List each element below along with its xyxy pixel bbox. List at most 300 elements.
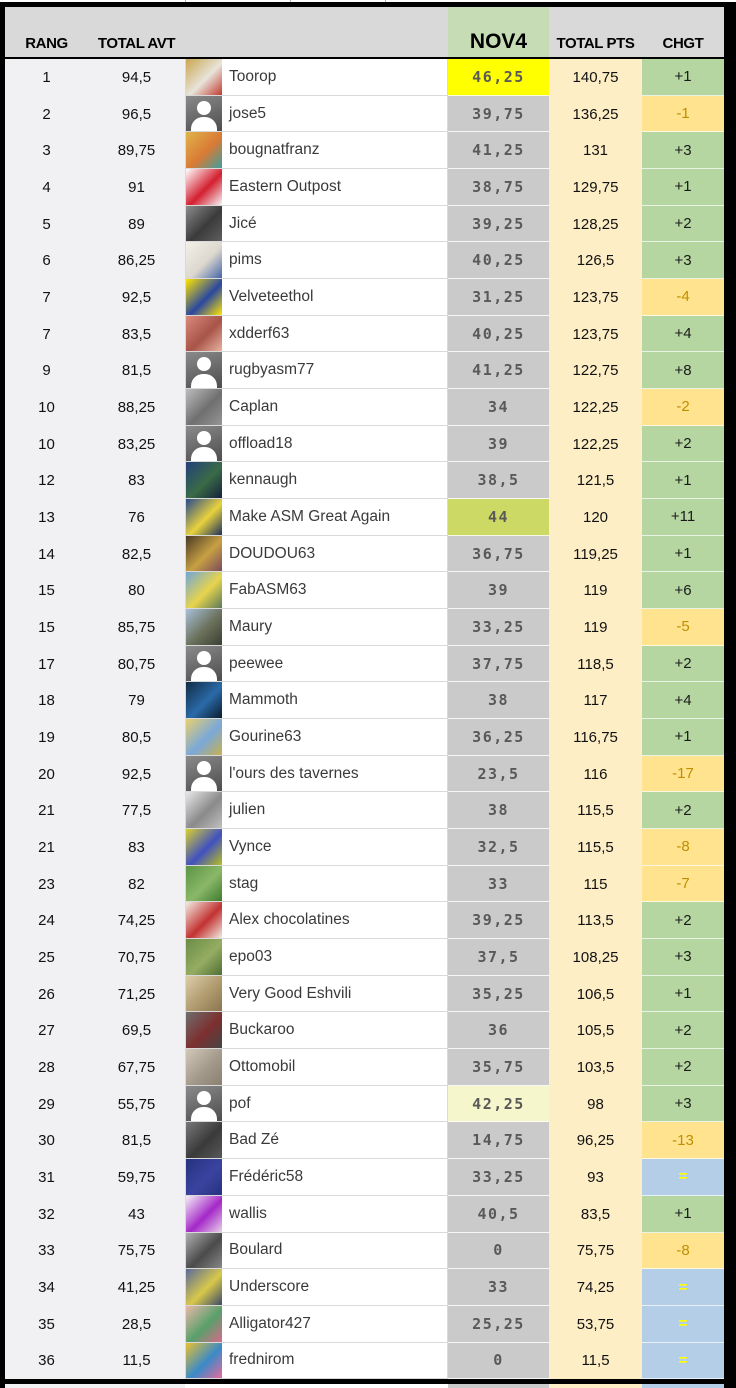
player-name: wallis bbox=[229, 1204, 267, 1222]
player-name: Jicé bbox=[229, 214, 257, 232]
player-cell bbox=[185, 1269, 448, 1306]
player-cell bbox=[185, 316, 448, 353]
player-cell bbox=[185, 976, 448, 1013]
player-avatar-default-avatar bbox=[186, 756, 222, 792]
rank-cell: 14 bbox=[5, 536, 88, 573]
total-before-cell: 70,75 bbox=[88, 939, 185, 976]
total-before-cell: 83 bbox=[88, 462, 185, 499]
player-avatar-default-avatar bbox=[186, 646, 222, 682]
total-pts-cell: 115,5 bbox=[549, 829, 642, 866]
rank-change-cell: +3 bbox=[642, 1086, 724, 1123]
rank-cell: 15 bbox=[5, 609, 88, 646]
total-pts-cell: 140,75 bbox=[549, 59, 642, 96]
player-cell bbox=[185, 352, 448, 389]
total-pts-cell: 106,5 bbox=[549, 976, 642, 1013]
rank-change-cell: +2 bbox=[642, 1012, 724, 1049]
player-cell bbox=[185, 462, 448, 499]
total-pts-cell: 122,25 bbox=[549, 389, 642, 426]
nov4-score-cell: 33,25 bbox=[448, 1159, 549, 1196]
nov4-score-cell: 14,75 bbox=[448, 1122, 549, 1159]
nov4-score-cell: 39,75 bbox=[448, 96, 549, 133]
player-name: offload18 bbox=[229, 434, 293, 452]
player-avatar-building-photo bbox=[186, 1049, 222, 1085]
header-total-pts: TOTAL PTS bbox=[556, 35, 635, 52]
table-row bbox=[5, 1269, 724, 1306]
player-cell bbox=[185, 902, 448, 939]
header-nov4: NOV4 bbox=[448, 7, 549, 57]
left-col-sliver bbox=[5, 1384, 185, 1388]
rank-change-cell: -4 bbox=[642, 279, 724, 316]
rank-change-cell: = bbox=[642, 1343, 724, 1380]
total-pts-cell: 74,25 bbox=[549, 1269, 642, 1306]
nov4-score-cell: 31,25 bbox=[448, 279, 549, 316]
total-before-cell: 86,25 bbox=[88, 242, 185, 279]
total-before-cell: 88,25 bbox=[88, 389, 185, 426]
player-name: Eastern Outpost bbox=[229, 177, 342, 195]
table-row bbox=[5, 536, 724, 573]
player-avatar-default-avatar bbox=[186, 96, 222, 132]
total-pts-cell: 117 bbox=[549, 682, 642, 719]
total-before-cell: 76 bbox=[88, 499, 185, 536]
total-before-cell: 55,75 bbox=[88, 1086, 185, 1123]
player-avatar-player-photo bbox=[186, 1012, 222, 1048]
player-avatar-scarlets-crest bbox=[186, 169, 222, 205]
rank-change-cell: -8 bbox=[642, 829, 724, 866]
rank-change-cell: = bbox=[642, 1306, 724, 1343]
player-cell bbox=[185, 939, 448, 976]
player-avatar-tv-screen bbox=[186, 682, 222, 718]
table-row bbox=[5, 1343, 724, 1380]
table-row bbox=[5, 1012, 724, 1049]
rank-change-cell: +2 bbox=[642, 426, 724, 463]
nov4-score-cell: 42,25 bbox=[448, 1086, 549, 1123]
table-row bbox=[5, 316, 724, 353]
rank-change-cell: +3 bbox=[642, 939, 724, 976]
player-cell bbox=[185, 536, 448, 573]
player-name: Gourine63 bbox=[229, 727, 302, 745]
total-pts-cell: 122,75 bbox=[549, 352, 642, 389]
total-before-cell: 92,5 bbox=[88, 279, 185, 316]
cropped-top-gridline-strip bbox=[0, 0, 736, 2]
player-name: Mammoth bbox=[229, 691, 298, 709]
player-avatar-dartboard-room bbox=[186, 536, 222, 572]
player-avatar-default-avatar bbox=[186, 352, 222, 388]
player-avatar-club-logo bbox=[186, 279, 222, 315]
header-player-column bbox=[185, 7, 448, 57]
nov4-score-cell: 41,25 bbox=[448, 352, 549, 389]
total-before-cell: 43 bbox=[88, 1196, 185, 1233]
player-cell bbox=[185, 1086, 448, 1123]
nov4-score-cell: 36,75 bbox=[448, 536, 549, 573]
nov4-score-cell: 23,5 bbox=[448, 756, 549, 793]
total-pts-cell: 131 bbox=[549, 132, 642, 169]
player-cell bbox=[185, 59, 448, 96]
total-pts-cell: 119 bbox=[549, 572, 642, 609]
gridline-tick bbox=[290, 0, 291, 2]
player-name: stag bbox=[229, 874, 259, 892]
rank-change-cell: -2 bbox=[642, 389, 724, 426]
player-cell bbox=[185, 242, 448, 279]
avatar-body-shape bbox=[191, 667, 217, 681]
player-avatar-statue-with-flag bbox=[186, 572, 222, 608]
total-before-cell: 92,5 bbox=[88, 756, 185, 793]
rank-change-cell: = bbox=[642, 1159, 724, 1196]
player-avatar-red-crest bbox=[186, 902, 222, 938]
table-row bbox=[5, 279, 724, 316]
avatar-body-shape bbox=[191, 117, 217, 131]
rank-cell: 19 bbox=[5, 719, 88, 756]
player-name: Vynce bbox=[229, 837, 272, 855]
avatar-body-shape bbox=[191, 447, 217, 461]
rank-cell: 12 bbox=[5, 462, 88, 499]
player-avatar-default-avatar bbox=[186, 1086, 222, 1122]
total-pts-cell: 118,5 bbox=[549, 646, 642, 683]
table-row bbox=[5, 169, 724, 206]
total-before-cell: 11,5 bbox=[88, 1343, 185, 1380]
nov4-score-cell: 39,25 bbox=[448, 902, 549, 939]
nov4-col-sliver bbox=[448, 1384, 549, 1388]
player-cell bbox=[185, 279, 448, 316]
rank-cell: 24 bbox=[5, 902, 88, 939]
player-avatar-bw-photo bbox=[186, 1122, 222, 1158]
total-before-cell: 75,75 bbox=[88, 1233, 185, 1270]
nov4-score-cell: 33 bbox=[448, 866, 549, 903]
avatar-body-shape bbox=[191, 777, 217, 791]
total-pts-cell: 119 bbox=[549, 609, 642, 646]
player-name: peewee bbox=[229, 654, 284, 672]
total-before-cell: 41,25 bbox=[88, 1269, 185, 1306]
rank-change-cell: +6 bbox=[642, 572, 724, 609]
player-avatar-field-photo bbox=[186, 866, 222, 902]
rank-change-cell: +1 bbox=[642, 719, 724, 756]
player-avatar-bw-portrait bbox=[186, 1233, 222, 1269]
rank-cell: 20 bbox=[5, 756, 88, 793]
total-pts-cell: 105,5 bbox=[549, 1012, 642, 1049]
nov4-score-cell: 0 bbox=[448, 1343, 549, 1380]
player-cell bbox=[185, 96, 448, 133]
total-pts-cell: 108,25 bbox=[549, 939, 642, 976]
rank-cell: 27 bbox=[5, 1012, 88, 1049]
total-pts-cell: 83,5 bbox=[549, 1196, 642, 1233]
total-before-cell: 71,25 bbox=[88, 976, 185, 1013]
total-before-cell: 74,25 bbox=[88, 902, 185, 939]
total-before-cell: 85,75 bbox=[88, 609, 185, 646]
player-name: Alligator427 bbox=[229, 1314, 311, 1332]
nov4-score-cell: 36 bbox=[448, 1012, 549, 1049]
rank-cell: 32 bbox=[5, 1196, 88, 1233]
cropped-bottom-row-strip bbox=[0, 1384, 736, 1388]
total-pts-cell: 98 bbox=[549, 1086, 642, 1123]
player-cell bbox=[185, 609, 448, 646]
player-avatar-caricature-face bbox=[186, 1306, 222, 1342]
rank-cell: 3 bbox=[5, 132, 88, 169]
rank-cell: 29 bbox=[5, 1086, 88, 1123]
rank-cell: 13 bbox=[5, 499, 88, 536]
nov4-score-cell: 38 bbox=[448, 792, 549, 829]
rank-change-cell: +1 bbox=[642, 169, 724, 206]
rank-cell: 33 bbox=[5, 1233, 88, 1270]
rank-change-cell: -17 bbox=[642, 756, 724, 793]
rank-change-cell: +4 bbox=[642, 682, 724, 719]
table-row bbox=[5, 646, 724, 683]
table-row bbox=[5, 352, 724, 389]
table-row bbox=[5, 1122, 724, 1159]
avatar-head-shape bbox=[197, 651, 211, 665]
table-row bbox=[5, 96, 724, 133]
rank-cell: 7 bbox=[5, 279, 88, 316]
total-pts-cell: 115 bbox=[549, 866, 642, 903]
table-row bbox=[5, 426, 724, 463]
table-row bbox=[5, 1086, 724, 1123]
player-name: Velveteethol bbox=[229, 287, 314, 305]
player-cell bbox=[185, 1122, 448, 1159]
nov4-score-cell: 40,25 bbox=[448, 242, 549, 279]
total-before-cell: 80,5 bbox=[88, 719, 185, 756]
rank-change-cell: +8 bbox=[642, 352, 724, 389]
total-before-cell: 83,5 bbox=[88, 316, 185, 353]
player-cell bbox=[185, 1306, 448, 1343]
player-avatar-bw-portrait bbox=[186, 206, 222, 242]
player-avatar-cartoon-kids bbox=[186, 132, 222, 168]
player-name: jose5 bbox=[229, 104, 267, 122]
table-row bbox=[5, 939, 724, 976]
player-avatar-pop-art-bear bbox=[186, 1343, 222, 1379]
total-pts-cell: 113,5 bbox=[549, 902, 642, 939]
total-before-cell: 89 bbox=[88, 206, 185, 243]
player-name: pof bbox=[229, 1094, 251, 1112]
table-row bbox=[5, 976, 724, 1013]
player-avatar-meme-face bbox=[186, 242, 222, 278]
total-before-cell: 89,75 bbox=[88, 132, 185, 169]
player-cell bbox=[185, 389, 448, 426]
rank-cell: 23 bbox=[5, 866, 88, 903]
nov4-score-cell: 44 bbox=[448, 499, 549, 536]
nov4-score-cell: 46,25 bbox=[448, 59, 549, 96]
nov4-score-cell: 36,25 bbox=[448, 719, 549, 756]
player-name: pims bbox=[229, 251, 262, 269]
total-before-cell: 81,5 bbox=[88, 1122, 185, 1159]
rank-change-cell: +3 bbox=[642, 132, 724, 169]
rank-cell: 17 bbox=[5, 646, 88, 683]
player-avatar-statue-with-flag bbox=[186, 1269, 222, 1305]
avatar-head-shape bbox=[197, 431, 211, 445]
nov4-score-cell: 37,5 bbox=[448, 939, 549, 976]
player-cell bbox=[185, 682, 448, 719]
total-before-cell: 83 bbox=[88, 829, 185, 866]
rank-cell: 10 bbox=[5, 426, 88, 463]
player-avatar-comic-drawing bbox=[186, 792, 222, 828]
header-rang: RANG bbox=[25, 35, 68, 52]
player-cell bbox=[185, 1159, 448, 1196]
header-total-avt: TOTAL AVT bbox=[97, 35, 176, 52]
total-before-cell: 77,5 bbox=[88, 792, 185, 829]
avatar-body-shape bbox=[191, 374, 217, 388]
avatar-head-shape bbox=[197, 357, 211, 371]
nov4-score-cell: 40,25 bbox=[448, 316, 549, 353]
player-name: xdderf63 bbox=[229, 324, 290, 342]
rank-change-cell: +2 bbox=[642, 902, 724, 939]
total-before-cell: 82 bbox=[88, 866, 185, 903]
player-cell bbox=[185, 719, 448, 756]
total-before-cell: 96,5 bbox=[88, 96, 185, 133]
table-row bbox=[5, 609, 724, 646]
player-avatar-footballer-photo bbox=[186, 59, 222, 95]
nov4-score-cell: 40,5 bbox=[448, 1196, 549, 1233]
total-pts-cell: 121,5 bbox=[549, 462, 642, 499]
nov4-score-cell: 35,75 bbox=[448, 1049, 549, 1086]
table-row bbox=[5, 1049, 724, 1086]
player-cell bbox=[185, 1196, 448, 1233]
player-name: Very Good Eshvili bbox=[229, 984, 352, 1002]
player-name: kennaugh bbox=[229, 471, 298, 489]
rank-cell: 26 bbox=[5, 976, 88, 1013]
player-cell bbox=[185, 646, 448, 683]
rank-change-cell: -5 bbox=[642, 609, 724, 646]
total-before-cell: 81,5 bbox=[88, 352, 185, 389]
total-pts-cell: 136,25 bbox=[549, 96, 642, 133]
table-row bbox=[5, 389, 724, 426]
player-avatar-beige-sketch bbox=[186, 976, 222, 1012]
player-avatar-poster-star bbox=[186, 499, 222, 535]
player-avatar-yesss-text bbox=[186, 1196, 222, 1232]
pts-col-sliver bbox=[549, 1384, 642, 1388]
player-name: Ottomobil bbox=[229, 1057, 296, 1075]
rank-change-cell: +1 bbox=[642, 59, 724, 96]
nov4-score-cell: 33 bbox=[448, 1269, 549, 1306]
player-avatar-yellow-cow bbox=[186, 829, 222, 865]
player-cell bbox=[185, 1233, 448, 1270]
player-name: epo03 bbox=[229, 947, 273, 965]
rank-cell: 30 bbox=[5, 1122, 88, 1159]
total-pts-cell: 126,5 bbox=[549, 242, 642, 279]
table-row bbox=[5, 682, 724, 719]
table-row bbox=[5, 902, 724, 939]
rank-change-cell: -13 bbox=[642, 1122, 724, 1159]
rank-change-cell: +2 bbox=[642, 646, 724, 683]
player-cell bbox=[185, 1343, 448, 1380]
player-avatar-rugby-player-photo bbox=[186, 462, 222, 498]
player-avatar-faces-collage bbox=[186, 316, 222, 352]
total-pts-cell: 11,5 bbox=[549, 1343, 642, 1380]
player-cell bbox=[185, 426, 448, 463]
player-cell bbox=[185, 866, 448, 903]
total-pts-cell: 53,75 bbox=[549, 1306, 642, 1343]
rank-change-cell: -1 bbox=[642, 96, 724, 133]
total-pts-cell: 93 bbox=[549, 1159, 642, 1196]
rank-cell: 6 bbox=[5, 242, 88, 279]
nov4-score-cell: 41,25 bbox=[448, 132, 549, 169]
table-row bbox=[5, 572, 724, 609]
total-before-cell: 94,5 bbox=[88, 59, 185, 96]
total-pts-cell: 115,5 bbox=[549, 792, 642, 829]
player-cell bbox=[185, 756, 448, 793]
rank-cell: 7 bbox=[5, 316, 88, 353]
rank-cell: 35 bbox=[5, 1306, 88, 1343]
rank-cell: 10 bbox=[5, 389, 88, 426]
player-cell bbox=[185, 572, 448, 609]
gridline-tick bbox=[385, 0, 386, 2]
player-avatar-anime-character bbox=[186, 719, 222, 755]
rank-change-cell: -7 bbox=[642, 866, 724, 903]
chgt-col-sliver bbox=[642, 1384, 724, 1388]
total-pts-cell: 123,75 bbox=[549, 279, 642, 316]
total-pts-cell: 103,5 bbox=[549, 1049, 642, 1086]
table-row bbox=[5, 1233, 724, 1270]
nov4-score-cell: 33,25 bbox=[448, 609, 549, 646]
table-row bbox=[5, 1306, 724, 1343]
nov4-score-cell: 38 bbox=[448, 682, 549, 719]
total-pts-cell: 96,25 bbox=[549, 1122, 642, 1159]
player-avatar-bw-portrait bbox=[186, 389, 222, 425]
total-before-cell: 83,25 bbox=[88, 426, 185, 463]
border-sliver bbox=[724, 1384, 736, 1388]
avatar-head-shape bbox=[197, 101, 211, 115]
rank-cell: 5 bbox=[5, 206, 88, 243]
nov4-score-cell: 35,25 bbox=[448, 976, 549, 1013]
rank-change-cell: +1 bbox=[642, 1196, 724, 1233]
player-cell bbox=[185, 206, 448, 243]
rank-cell: 15 bbox=[5, 572, 88, 609]
nov4-score-cell: 32,5 bbox=[448, 829, 549, 866]
table-row bbox=[5, 719, 724, 756]
total-pts-cell: 75,75 bbox=[549, 1233, 642, 1270]
player-cell bbox=[185, 1049, 448, 1086]
name-col-sliver bbox=[185, 1384, 448, 1388]
player-cell bbox=[185, 829, 448, 866]
player-name: l'ours des tavernes bbox=[229, 764, 359, 782]
rank-change-cell: = bbox=[642, 1269, 724, 1306]
rank-cell: 31 bbox=[5, 1159, 88, 1196]
gridline-tick bbox=[185, 0, 186, 2]
total-before-cell: 28,5 bbox=[88, 1306, 185, 1343]
table-row bbox=[5, 792, 724, 829]
rank-cell: 1 bbox=[5, 59, 88, 96]
rank-cell: 25 bbox=[5, 939, 88, 976]
total-before-cell: 80,75 bbox=[88, 646, 185, 683]
player-name: frednirom bbox=[229, 1351, 295, 1369]
player-cell bbox=[185, 792, 448, 829]
table-row bbox=[5, 1196, 724, 1233]
player-cell bbox=[185, 1012, 448, 1049]
table-row bbox=[5, 59, 724, 96]
total-before-cell: 59,75 bbox=[88, 1159, 185, 1196]
player-name: Boulard bbox=[229, 1241, 283, 1259]
total-pts-cell: 120 bbox=[549, 499, 642, 536]
avatar-head-shape bbox=[197, 1091, 211, 1105]
player-cell bbox=[185, 169, 448, 206]
player-cell bbox=[185, 132, 448, 169]
player-name: Make ASM Great Again bbox=[229, 507, 391, 525]
player-avatar-default-avatar bbox=[186, 426, 222, 462]
total-pts-cell: 123,75 bbox=[549, 316, 642, 353]
table-row bbox=[5, 242, 724, 279]
total-pts-cell: 128,25 bbox=[549, 206, 642, 243]
rank-cell: 18 bbox=[5, 682, 88, 719]
total-before-cell: 67,75 bbox=[88, 1049, 185, 1086]
table-row bbox=[5, 462, 724, 499]
player-name: bougnatfranz bbox=[229, 141, 320, 159]
rank-cell: 9 bbox=[5, 352, 88, 389]
table-row bbox=[5, 756, 724, 793]
total-pts-cell: 119,25 bbox=[549, 536, 642, 573]
nov4-score-cell: 38,75 bbox=[448, 169, 549, 206]
table-row bbox=[5, 499, 724, 536]
player-name: Toorop bbox=[229, 67, 277, 85]
total-pts-cell: 129,75 bbox=[549, 169, 642, 206]
player-name: Caplan bbox=[229, 397, 279, 415]
nov4-score-cell: 39 bbox=[448, 572, 549, 609]
rank-change-cell: +1 bbox=[642, 976, 724, 1013]
